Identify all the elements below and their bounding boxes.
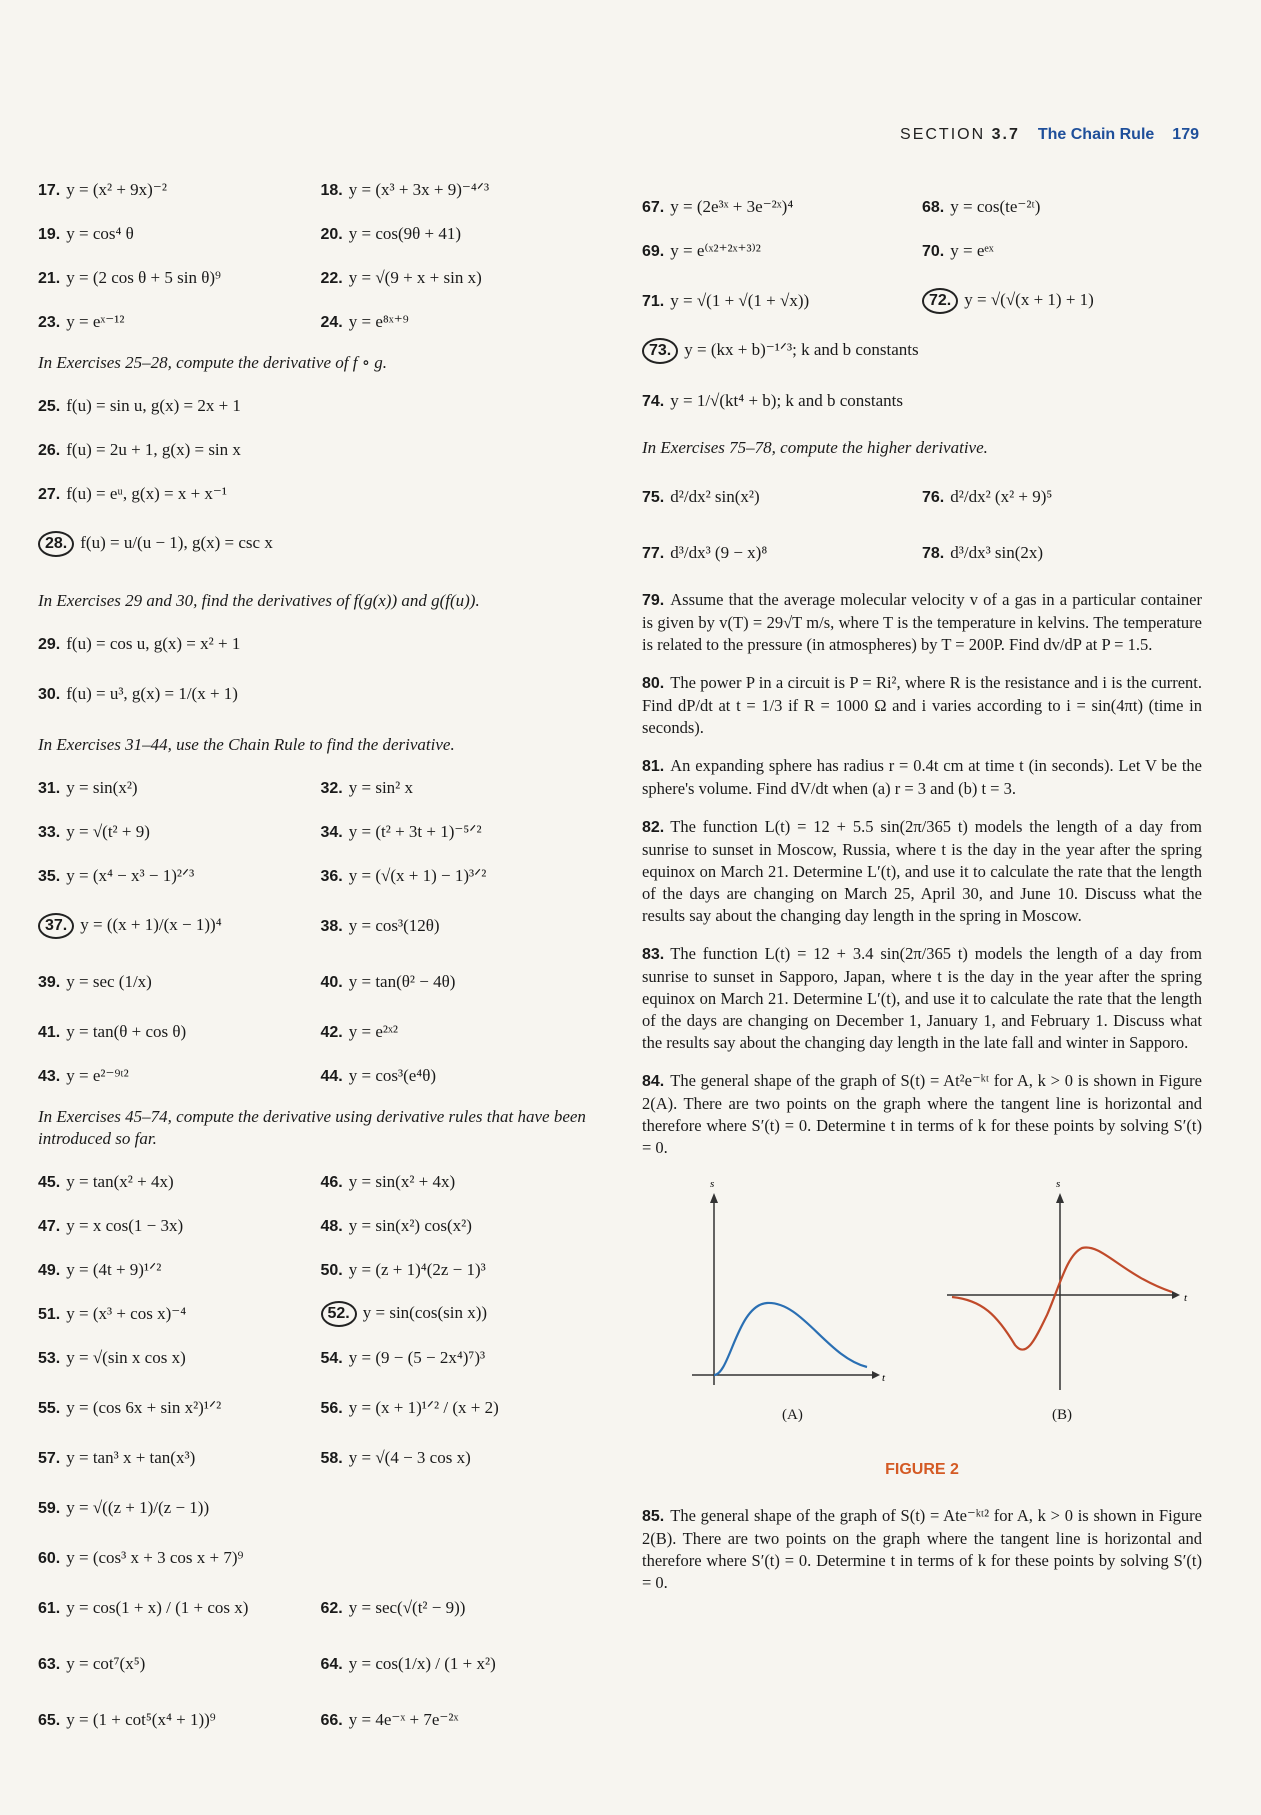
exercise-empty <box>321 1498 604 1518</box>
exercise-44 <box>321 1066 604 1086</box>
section-title: The Chain Rule <box>1037 126 1155 143</box>
graph-a-s-arrow <box>710 1193 718 1203</box>
problem-83 <box>642 943 1202 1054</box>
exercise-expression: y = √((z + 1)/(z − 1)) <box>66 1498 210 1517</box>
exercise-20 <box>321 224 604 244</box>
exercise-number: 49. <box>38 1262 61 1279</box>
exercise-expression: y = tan(θ² − 4θ) <box>348 972 456 991</box>
exercise-number: 24. <box>320 314 343 331</box>
exercise-21 <box>38 268 321 288</box>
exercise-70 <box>922 241 1202 261</box>
exercise-row <box>38 1160 603 1204</box>
exercise-cell <box>642 338 947 364</box>
exercise-59 <box>38 1498 321 1518</box>
exercise-expression: y = (x⁴ − x³ − 1)²ᐟ³ <box>66 866 195 885</box>
exercise-expression: d²/dx² sin(x²) <box>670 487 760 506</box>
exercise-expression: y = tan(θ + cos θ) <box>66 1022 187 1041</box>
exercise-45 <box>38 1172 321 1192</box>
section-label: SECTION 3.7 <box>900 126 1020 143</box>
exercise-number: 54. <box>320 1350 343 1367</box>
exercise-54 <box>321 1348 604 1368</box>
exercise-number: 67. <box>642 199 665 216</box>
exercise-expression: y = tan(x² + 4x) <box>66 1172 174 1191</box>
exercise-number: 57. <box>38 1450 61 1467</box>
exercise-expression: y = (4t + 9)¹ᐟ² <box>66 1260 162 1279</box>
exercise-expression: f(u) = u³, g(x) = 1/(x + 1) <box>66 684 238 703</box>
exercise-38 <box>321 916 604 936</box>
exercise-row <box>38 168 603 212</box>
problem-85: 85. The general shape of the graph of S(t) = Ate⁻ᵏᵗ² for A, k > 0 is shown in Figure 2(B). There are two points on the graph where the tangent line is horizontal and therefore where S′(t) = 0. Determine t in terms of k for these points by solving S′(t) = 0. <box>642 1506 1202 1592</box>
instruction-45: In Exercises 45–74, compute the derivative using derivative rules that have been introduced so far. <box>38 1107 586 1148</box>
exercise-expression: y = (kx + b)⁻¹ᐟ³; k and b constants <box>684 340 919 359</box>
exercise-number: 23. <box>38 314 61 331</box>
exercise-expression: y = (t² + 3t + 1)⁻⁵ᐟ² <box>348 822 482 841</box>
figure-label-b: (B) <box>1052 1407 1072 1423</box>
problem-text: The power P in a circuit is P = Ri², where R is the resistance and i is the current. Find dP/dt at t = 1/3 if R = 1000 Ω and i varies according to i = sin(4πt) (time in seconds). <box>642 673 1202 737</box>
exercise-expression: y = sin(x²) cos(x²) <box>348 1216 472 1235</box>
exercise-number: 58. <box>320 1450 343 1467</box>
exercise-57 <box>38 1448 321 1468</box>
problem-text: The general shape of the graph of S(t) = At²e⁻ᵏᵗ for A, k > 0 is shown in Figure 2(A). There are two points on the graph where the tangent line is horizontal and therefore where S′(t) = 0. Determine t in terms of k for these points by solving S′(t) = 0. <box>642 1071 1202 1157</box>
problem-80 <box>642 672 1202 739</box>
exercise-55 <box>38 1398 321 1418</box>
exercise-expression: y = e²⁻⁹ᵗ² <box>66 1066 129 1085</box>
exercise-75 <box>642 487 922 507</box>
exercise-expression: y = (√(x + 1) − 1)³ᐟ² <box>348 866 487 885</box>
exercise-number: 34. <box>320 824 343 841</box>
exercise-cell <box>38 484 227 504</box>
exercise-number: 28. <box>38 531 74 557</box>
exercise-expression: y = 4e⁻ˣ + 7e⁻²ˣ <box>348 1710 459 1729</box>
exercise-46 <box>321 1172 604 1192</box>
exercise-expression: f(u) = u/(u − 1), g(x) = csc x <box>80 533 273 552</box>
exercise-number: 33. <box>38 824 61 841</box>
figure-title: FIGURE 2 <box>885 1461 959 1478</box>
exercise-cell <box>38 531 273 557</box>
exercise-number: 25. <box>38 398 61 415</box>
exercise-number: 62. <box>320 1600 343 1617</box>
exercise-number: 65. <box>38 1712 61 1729</box>
exercise-expression: y = (cos 6x + sin x²)¹ᐟ² <box>66 1398 222 1417</box>
problem-79 <box>642 589 1202 656</box>
exercise-31 <box>38 778 321 798</box>
problem-82 <box>642 816 1202 927</box>
problem-text: Assume that the average molecular velocity v of a gas in a particular container is given by v(T) = 29√T m/s, where T is the temperature in kelvins. The temperature is related to the pressure (in atmospheres) by T = 200P. Find dv/dP at P = 1.5. <box>642 590 1202 654</box>
exercise-number: 52. <box>321 1301 357 1327</box>
exercise-expression: y = (cos³ x + 3 cos x + 7)⁹ <box>66 1548 244 1567</box>
exercise-number: 56. <box>320 1400 343 1417</box>
exercise-expression: y = cos³(e⁴θ) <box>348 1066 437 1085</box>
exercise-36 <box>321 866 604 886</box>
exercise-expression: y = x cos(1 − 3x) <box>66 1216 184 1235</box>
graph-a-t-label: t <box>882 1372 886 1384</box>
exercise-78 <box>922 543 1202 563</box>
exercise-row <box>38 1636 603 1692</box>
exercise-row <box>38 1292 603 1336</box>
exercise-61 <box>38 1598 321 1618</box>
exercise-39 <box>38 972 321 992</box>
exercise-row <box>38 1536 603 1580</box>
exercise-row <box>642 469 1202 525</box>
graph-b-s-label: s <box>1056 1178 1061 1190</box>
exercise-expression: y = cot⁷(x⁵) <box>66 1654 146 1673</box>
exercise-expression: y = sec(√(t² − 9)) <box>348 1598 466 1617</box>
exercise-expression: y = √(9 + x + sin x) <box>348 268 482 287</box>
exercise-number: 72. <box>922 288 958 314</box>
exercise-row <box>38 1380 603 1436</box>
right-column <box>642 185 1202 1610</box>
exercise-number: 17. <box>38 182 61 199</box>
graph-a <box>692 1178 886 1385</box>
exercise-42 <box>321 1022 604 1042</box>
exercise-expression: y = e²ˣ² <box>348 1022 398 1041</box>
instruction-31: In Exercises 31–44, use the Chain Rule to find the derivative. <box>38 735 455 754</box>
exercise-number: 35. <box>38 868 61 885</box>
problem-number: 81. <box>642 758 665 775</box>
exercise-number: 30. <box>38 686 61 703</box>
exercise-number: 22. <box>320 270 343 287</box>
figure-2 <box>642 1175 1202 1425</box>
exercise-47 <box>38 1216 321 1236</box>
exercise-expression: y = sin(x² + 4x) <box>348 1172 456 1191</box>
exercise-number: 40. <box>320 974 343 991</box>
exercise-row <box>38 1580 603 1636</box>
exercise-77 <box>642 543 922 563</box>
exercise-row <box>642 185 1202 229</box>
exercise-67 <box>642 197 922 217</box>
exercise-expression: y = sin(x²) <box>66 778 138 797</box>
exercise-row <box>38 1692 603 1748</box>
exercise-expression: y = tan³ x + tan(x³) <box>66 1448 196 1467</box>
exercise-number: 21. <box>38 270 61 287</box>
exercise-number: 64. <box>320 1656 343 1673</box>
exercise-row <box>38 1248 603 1292</box>
exercise-33 <box>38 822 321 842</box>
exercise-expression: y = e⁸ˣ⁺⁹ <box>348 312 409 331</box>
exercise-expression: y = √(√(x + 1) + 1) <box>964 290 1094 309</box>
problem-text: The function L(t) = 12 + 3.4 sin(2π/365 t) models the length of a day from sunrise to sunset in Sapporo, Japan, where t is the day in the year after the spring equinox on March 21. Determine L′(t), and use it to calculate the rate that the length of the days are changing on December 1, January 1, and February 1. Discuss what the results say about the changing day length in the late fall and winter in Sapporo. <box>642 944 1202 1052</box>
exercise-76 <box>922 487 1202 507</box>
exercise-number: 38. <box>320 918 343 935</box>
exercise-empty <box>321 1548 604 1568</box>
problem-number: 82. <box>642 819 665 836</box>
graph-a-curve <box>714 1303 867 1375</box>
exercise-26 <box>38 428 603 472</box>
exercise-number: 75. <box>642 489 665 506</box>
exercise-cell <box>38 634 240 654</box>
exercise-row <box>38 1010 603 1054</box>
exercise-number: 46. <box>320 1174 343 1191</box>
left-column <box>38 168 603 1748</box>
exercise-18 <box>321 180 604 200</box>
exercise-expression: y = ((x + 1)/(x − 1))⁴ <box>80 915 222 934</box>
exercise-number: 66. <box>320 1712 343 1729</box>
exercise-37 <box>38 913 321 939</box>
exercise-25 <box>38 384 603 428</box>
exercise-number: 60. <box>38 1550 61 1567</box>
exercise-60 <box>38 1548 321 1568</box>
exercise-number: 31. <box>38 780 61 797</box>
exercise-row <box>38 1054 603 1098</box>
exercise-24 <box>321 312 604 332</box>
exercise-number: 47. <box>38 1218 61 1235</box>
exercise-number: 42. <box>320 1024 343 1041</box>
exercise-cell <box>38 684 238 704</box>
exercise-row <box>38 854 603 898</box>
graph-b-s-arrow <box>1056 1193 1064 1203</box>
exercise-50 <box>321 1260 604 1280</box>
exercise-row <box>38 300 603 344</box>
exercise-number: 78. <box>922 545 945 562</box>
exercise-number: 19. <box>38 226 61 243</box>
exercise-number: 27. <box>38 486 61 503</box>
exercise-74 <box>642 373 1202 429</box>
exercise-30 <box>38 666 603 722</box>
exercise-row <box>38 954 603 1010</box>
graph-b-t-label: t <box>1184 1292 1188 1304</box>
exercise-number: 18. <box>320 182 343 199</box>
exercise-expression: y = cos(9θ + 41) <box>348 224 462 243</box>
exercise-19 <box>38 224 321 244</box>
graph-a-s-label: s <box>710 1178 715 1190</box>
exercise-expression: d³/dx³ sin(2x) <box>950 543 1044 562</box>
exercise-number: 29. <box>38 636 61 653</box>
exercise-35 <box>38 866 321 886</box>
exercise-number: 43. <box>38 1068 61 1085</box>
exercise-expression: y = √(t² + 9) <box>66 822 150 841</box>
exercise-48 <box>321 1216 604 1236</box>
page-number: 179 <box>1172 126 1199 143</box>
exercise-number: 74. <box>642 393 665 410</box>
exercise-62 <box>321 1598 604 1618</box>
problem-text: An expanding sphere has radius r = 0.4t cm at time t (in seconds). Let V be the sphere's volume. Find dV/dt when (a) r = 3 and (b) t = 3. <box>642 756 1202 798</box>
exercise-row <box>38 898 603 954</box>
exercise-49 <box>38 1260 321 1280</box>
exercise-56 <box>321 1398 604 1418</box>
exercise-row <box>38 810 603 854</box>
exercise-51 <box>38 1304 321 1324</box>
exercise-expression: y = √(sin x cos x) <box>66 1348 186 1367</box>
exercise-52 <box>321 1301 604 1327</box>
exercise-expression: y = (x³ + 3x + 9)⁻⁴ᐟ³ <box>348 180 490 199</box>
graph-b-curve <box>952 1247 1172 1349</box>
exercise-number: 26. <box>38 442 61 459</box>
exercise-row <box>38 1336 603 1380</box>
instruction-25: In Exercises 25–28, compute the derivative of f ∘ g. <box>38 353 388 372</box>
exercise-23 <box>38 312 321 332</box>
exercise-expression: y = cos(te⁻²ᵗ) <box>950 197 1041 216</box>
exercise-expression: y = √(1 + √(1 + √x)) <box>670 291 810 310</box>
exercise-row <box>38 766 603 810</box>
problem-number: 84. <box>642 1073 665 1090</box>
exercise-row <box>642 273 1202 329</box>
problem-number: 80. <box>642 675 665 692</box>
exercise-expression: d³/dx³ (9 − x)⁸ <box>670 543 768 562</box>
exercise-number: 32. <box>320 780 343 797</box>
exercise-number: 69. <box>642 243 665 260</box>
exercise-expression: y = cos(1/x) / (1 + x²) <box>348 1654 496 1673</box>
exercise-73 <box>642 329 1202 373</box>
exercise-72 <box>922 288 1202 314</box>
exercise-40 <box>321 972 604 992</box>
exercise-expression: y = cos⁴ θ <box>66 224 134 243</box>
exercise-expression: y = sin² x <box>348 778 414 797</box>
exercise-row <box>38 1436 603 1480</box>
exercise-number: 59. <box>38 1500 61 1517</box>
graph-b <box>947 1178 1188 1390</box>
exercise-41 <box>38 1022 321 1042</box>
exercise-row <box>642 229 1202 273</box>
exercise-expression: y = sec (1/x) <box>66 972 152 991</box>
exercise-number: 55. <box>38 1400 61 1417</box>
exercise-number: 76. <box>922 489 945 506</box>
exercise-expression: y = cos³(12θ) <box>348 916 440 935</box>
exercise-number: 63. <box>38 1656 61 1673</box>
exercise-expression: d²/dx² (x² + 9)⁵ <box>950 487 1053 506</box>
exercise-cell <box>38 396 241 416</box>
exercise-expression: y = (x³ + cos x)⁻⁴ <box>66 1304 187 1323</box>
exercise-number: 37. <box>38 913 74 939</box>
exercise-number: 48. <box>320 1218 343 1235</box>
problem-81 <box>642 755 1202 800</box>
exercise-row <box>38 1204 603 1248</box>
exercise-expression: y = (x + 1)¹ᐟ² / (x + 2) <box>348 1398 499 1417</box>
exercise-expression: y = (1 + cot⁵(x⁴ + 1))⁹ <box>66 1710 216 1729</box>
exercise-number: 61. <box>38 1600 61 1617</box>
graph-b-t-arrow <box>1172 1291 1180 1299</box>
exercise-row <box>38 256 603 300</box>
graph-a-t-arrow <box>872 1371 880 1379</box>
exercise-53 <box>38 1348 321 1368</box>
instruction-75: In Exercises 75–78, compute the higher derivative. <box>642 438 988 457</box>
running-head <box>900 126 1199 144</box>
figure-label-a: (A) <box>782 1407 803 1423</box>
exercise-expression: y = (9 − (5 − 2x⁴)⁷)³ <box>348 1348 486 1367</box>
exercise-number: 77. <box>642 545 665 562</box>
exercise-number: 68. <box>922 199 945 216</box>
exercise-28 <box>38 516 603 572</box>
exercise-expression: f(u) = 2u + 1, g(x) = sin x <box>66 440 241 459</box>
problem-84 <box>642 1070 1202 1159</box>
exercise-number: 36. <box>320 868 343 885</box>
exercise-expression: y = (z + 1)⁴(2z − 1)³ <box>348 1260 486 1279</box>
exercise-expression: y = 1/√(kt⁴ + b); k and b constants <box>670 391 903 410</box>
exercise-27 <box>38 472 603 516</box>
exercise-29 <box>38 622 603 666</box>
exercise-number: 20. <box>320 226 343 243</box>
exercise-63 <box>38 1654 321 1674</box>
exercise-expression: y = √(4 − 3 cos x) <box>348 1448 471 1467</box>
exercise-58 <box>321 1448 604 1468</box>
exercise-expression: f(u) = sin u, g(x) = 2x + 1 <box>66 396 241 415</box>
instruction-29: In Exercises 29 and 30, find the derivatives of f(g(x)) and g(f(u)). <box>38 591 480 610</box>
exercise-cell <box>642 391 947 411</box>
exercise-number: 53. <box>38 1350 61 1367</box>
exercise-65 <box>38 1710 321 1730</box>
figure-2-graphs <box>642 1175 1202 1405</box>
exercise-number: 73. <box>642 338 678 364</box>
exercise-number: 71. <box>642 293 665 310</box>
exercise-expression: y = cos(1 + x) / (1 + cos x) <box>66 1598 249 1617</box>
exercise-number: 39. <box>38 974 61 991</box>
exercise-expression: y = (2 cos θ + 5 sin θ)⁹ <box>66 268 221 287</box>
exercise-number: 44. <box>320 1068 343 1085</box>
exercise-71 <box>642 291 922 311</box>
exercise-expression: f(u) = cos u, g(x) = x² + 1 <box>66 634 241 653</box>
exercise-17 <box>38 180 321 200</box>
exercise-row <box>642 525 1202 581</box>
exercise-69 <box>642 241 922 261</box>
exercise-number: 70. <box>922 243 945 260</box>
exercise-68 <box>922 197 1202 217</box>
exercise-32 <box>321 778 604 798</box>
problem-text: The function L(t) = 12 + 5.5 sin(2π/365 t) models the length of a day from sunrise to sunset in Moscow, Russia, where t is the day in the year after the spring equinox on March 21. Determine L′(t), and use it to calculate the rate that the length of the days are changing on March 25, April 30, and June 10. Discuss what the results say about the changing day length in the spring in Moscow. <box>642 817 1202 925</box>
exercise-number: 45. <box>38 1174 61 1191</box>
exercise-43 <box>38 1066 321 1086</box>
exercise-number: 51. <box>38 1306 61 1323</box>
exercise-row <box>38 212 603 256</box>
exercise-expression: y = (x² + 9x)⁻² <box>66 180 167 199</box>
problem-number: 83. <box>642 946 665 963</box>
exercise-34 <box>321 822 604 842</box>
exercise-row <box>38 1480 603 1536</box>
exercise-66 <box>321 1710 604 1730</box>
exercise-expression: y = eˣ⁻¹² <box>66 312 125 331</box>
exercise-22 <box>321 268 604 288</box>
exercise-cell <box>38 440 241 460</box>
exercise-expression: y = sin(cos(sin x)) <box>362 1303 488 1322</box>
exercise-number: 41. <box>38 1024 61 1041</box>
exercise-expression: f(u) = eᵘ, g(x) = x + x⁻¹ <box>66 484 228 503</box>
exercise-number: 50. <box>320 1262 343 1279</box>
exercise-expression: y = eᵉˣ <box>950 241 994 260</box>
exercise-expression: y = (2e³ˣ + 3e⁻²ˣ)⁴ <box>670 197 794 216</box>
exercise-expression: y = e⁽ˣ²⁺²ˣ⁺³⁾² <box>670 241 761 260</box>
exercise-64 <box>321 1654 604 1674</box>
problem-number: 79. <box>642 592 665 609</box>
